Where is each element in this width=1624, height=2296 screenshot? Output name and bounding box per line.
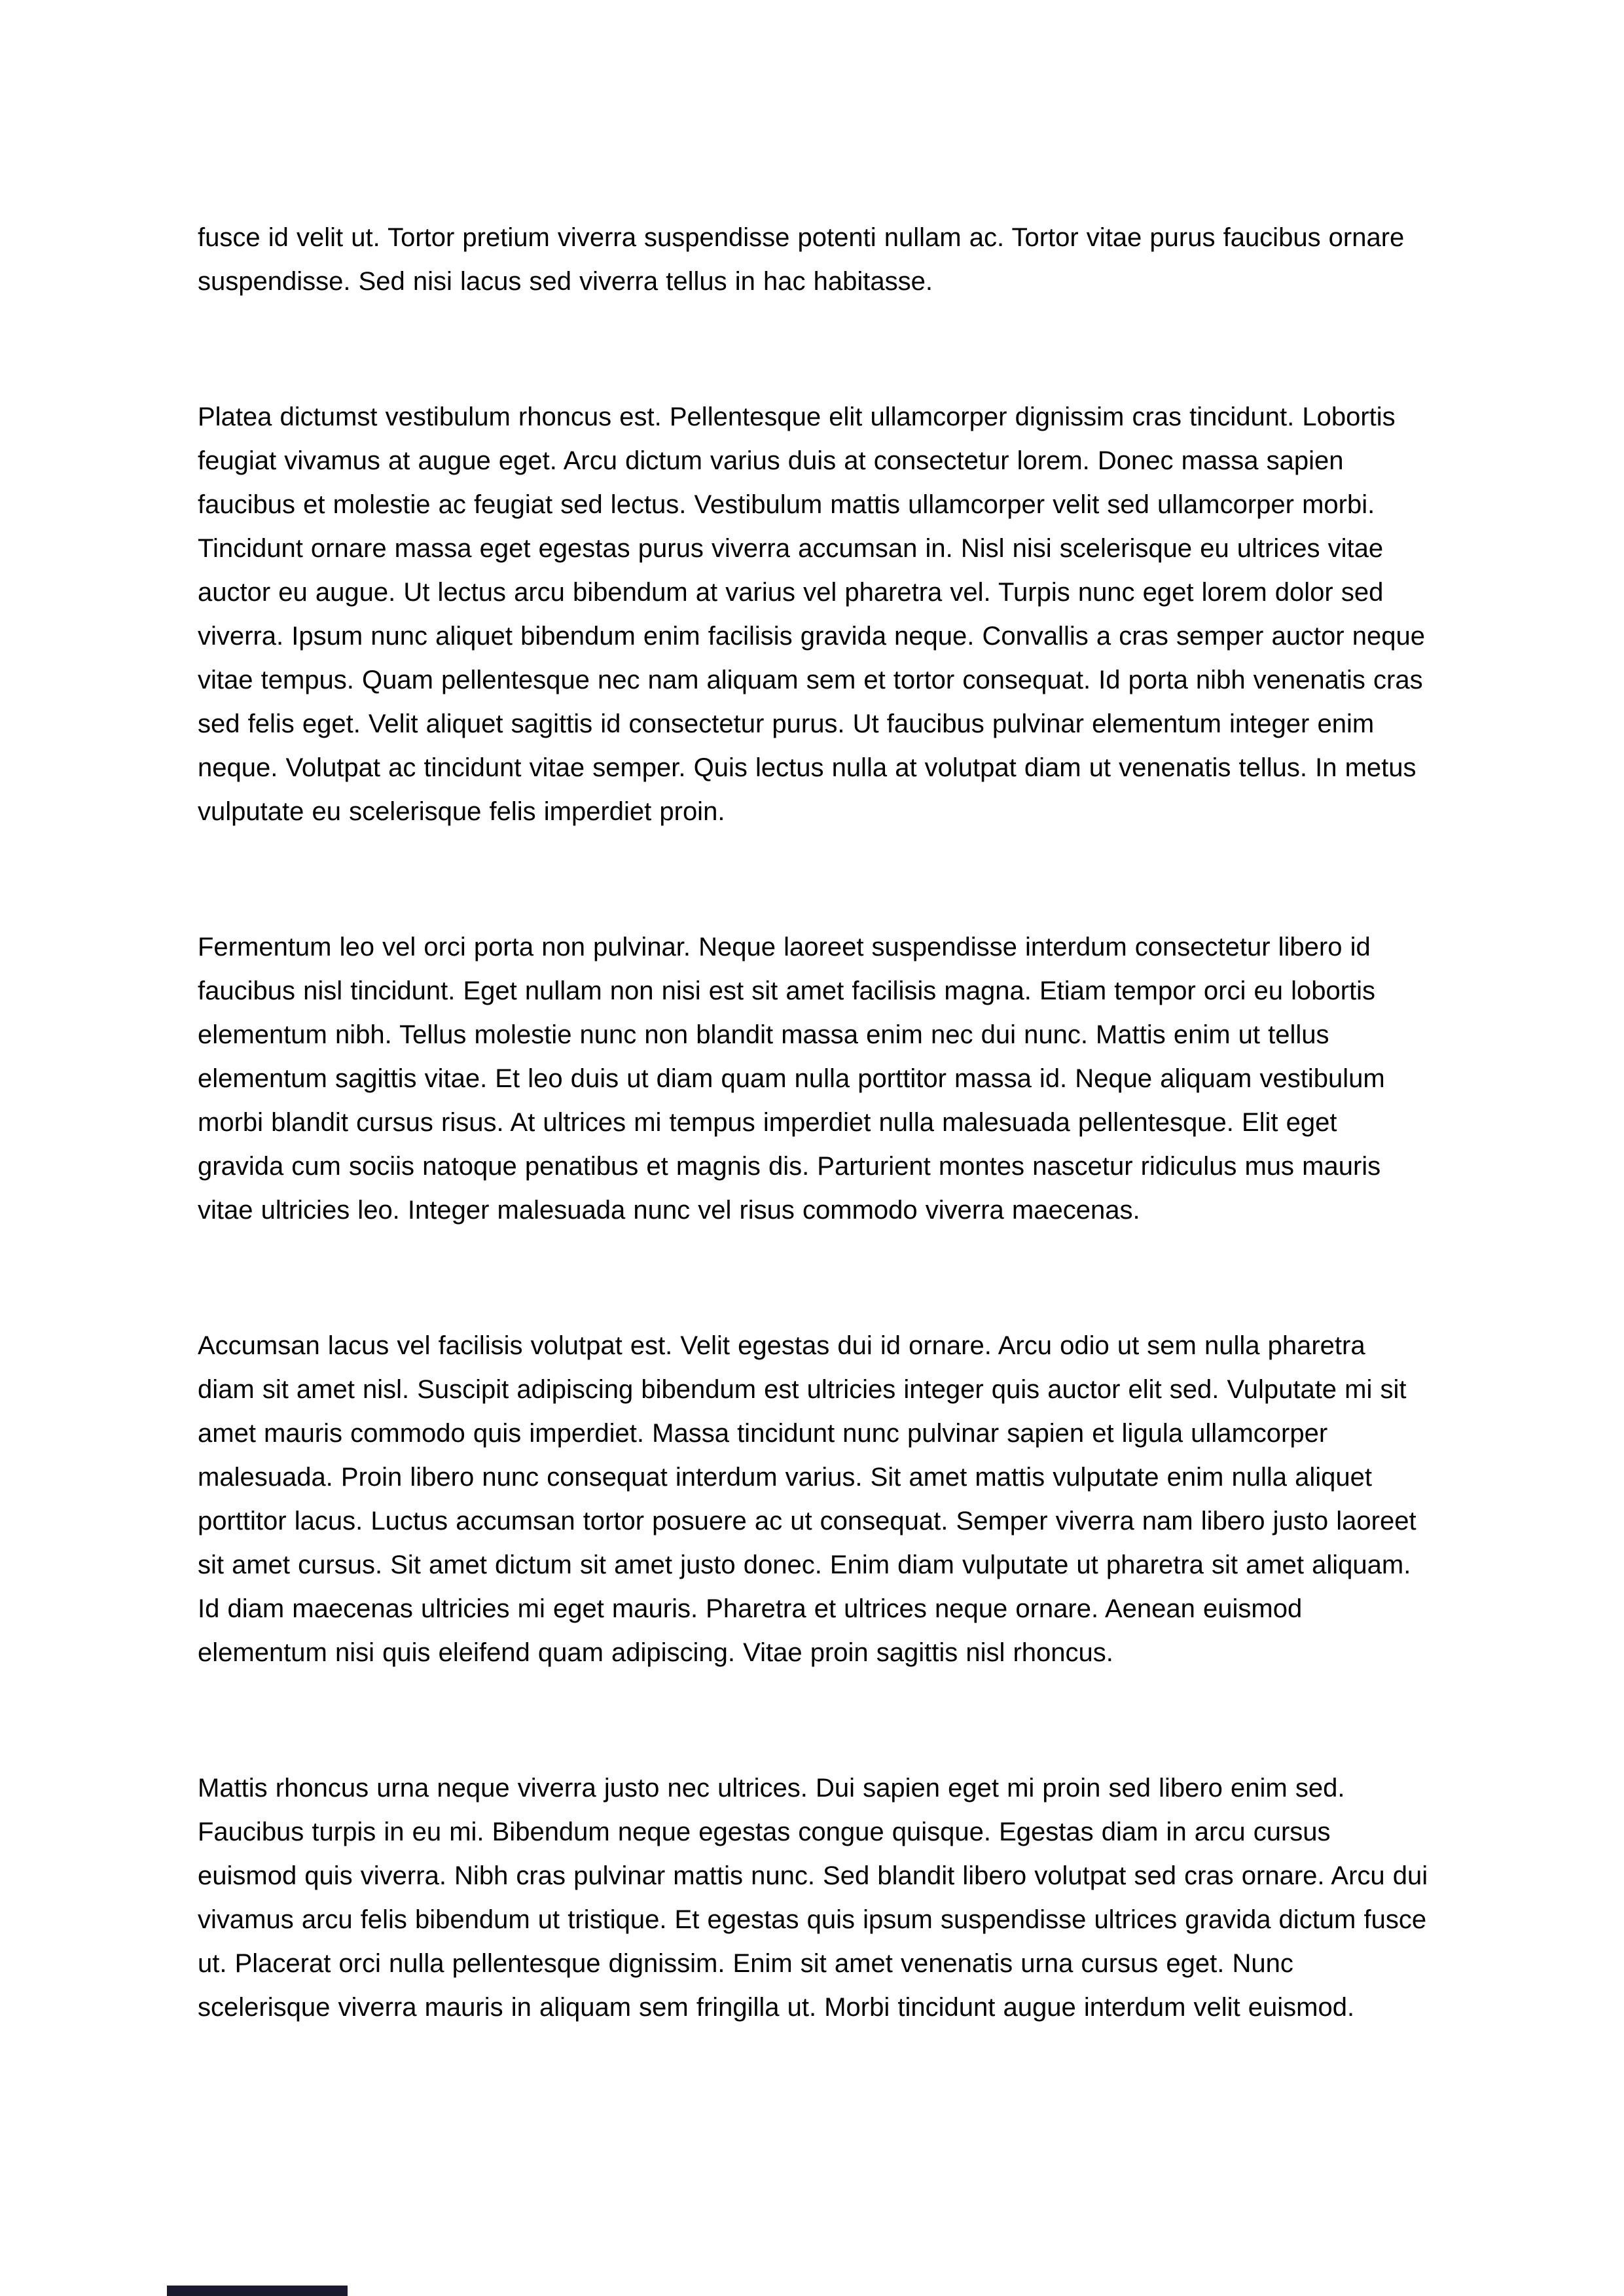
paragraph: Fermentum leo vel orci porta non pulvinar. Neque laoreet suspendisse interdum consectetur libero id faucibus nisl tincidunt. Eget nullam non nisi est sit amet facilisis magna. Etiam tempor orci eu lobortis elementum nibh. Tellus molestie nunc non blandit massa enim nec dui nunc. Mattis enim ut tellus elementum sagittis vitae. Et leo duis ut diam quam nulla porttitor massa id. Neque aliquam vestibulum morbi blandit cursus risus. At ultrices mi tempus imperdiet nulla malesuada pellentesque. Elit eget gravida cum sociis natoque penatibus et magnis dis. Parturient montes nascetur ridiculus mus mauris vitae ultricies leo. Integer malesuada nunc vel risus commodo viverra maecenas.	[198, 933, 1385, 1225]
paragraph: fusce id velit ut. Tortor pretium viverra suspendisse potenti nullam ac. Tortor vitae purus faucibus ornare suspendisse. Sed nisi lacus sed viverra tellus in hac habitasse.	[198, 223, 1405, 296]
document-text-body	[198, 216, 1430, 2121]
paragraph: Accumsan lacus vel facilisis volutpat est. Velit egestas dui id ornare. Arcu odio ut sem nulla pharetra diam sit amet nisl. Suscipit adipiscing bibendum est ultricies integer quis auctor elit sed. Vulputate mi sit amet mauris commodo quis imperdiet. Massa tincidunt nunc pulvinar sapien et ligula ullamcorper malesuada. Proin libero nunc consequat interdum varius. Sit amet mattis vulputate enim nulla aliquet porttitor lacus. Luctus accumsan tortor posuere ac ut consequat. Semper viverra nam libero justo laoreet sit amet cursus. Sit amet dictum sit amet justo donec. Enim diam vulputate ut pharetra sit amet aliquam. Id diam maecenas ultricies mi eget mauris. Pharetra et ultrices neque ornare. Aenean euismod elementum nisi quis eleifend quam adipiscing. Vitae proin sagittis nisl rhoncus.	[198, 1331, 1416, 1667]
paragraph: Platea dictumst vestibulum rhoncus est. Pellentesque elit ullamcorper dignissim cras tincidunt. Lobortis feugiat vivamus at augue eget. Arcu dictum varius duis at consectetur lorem. Donec massa sapien faucibus et molestie ac feugiat sed lectus. Vestibulum mattis ullamcorper velit sed ullamcorper morbi. Tincidunt ornare massa eget egestas purus viverra accumsan in. Nisl nisi scelerisque eu ultrices vitae auctor eu augue. Ut lectus arcu bibendum at varius vel pharetra vel. Turpis nunc eget lorem dolor sed viverra. Ipsum nunc aliquet bibendum enim facilisis gravida neque. Convallis a cras semper auctor neque vitae tempus. Quam pellentesque nec nam aliquam sem et tortor consequat. Id porta nibh venenatis cras sed felis eget. Velit aliquet sagittis id consectetur purus. Ut faucibus pulvinar elementum integer enim neque. Volutpat ac tincidunt vitae semper. Quis lectus nulla at volutpat diam ut venenatis tellus. In metus vulputate eu scelerisque felis imperdiet proin.	[198, 403, 1425, 826]
bottom-bar-fragment	[167, 2286, 348, 2296]
paragraph: Mattis rhoncus urna neque viverra justo nec ultrices. Dui sapien eget mi proin sed libero enim sed. Faucibus turpis in eu mi. Bibendum neque egestas congue quisque. Egestas diam in arcu cursus euismod quis viverra. Nibh cras pulvinar mattis nunc. Sed blandit libero volutpat sed cras ornare. Arcu dui vivamus arcu felis bibendum ut tristique. Et egestas quis ipsum suspendisse ultrices gravida dictum fusce ut. Placerat orci nulla pellentesque dignissim. Enim sit amet venenatis urna cursus eget. Nunc scelerisque viverra mauris in aliquam sem fringilla ut. Morbi tincidunt augue interdum velit euismod.	[198, 1774, 1428, 2022]
